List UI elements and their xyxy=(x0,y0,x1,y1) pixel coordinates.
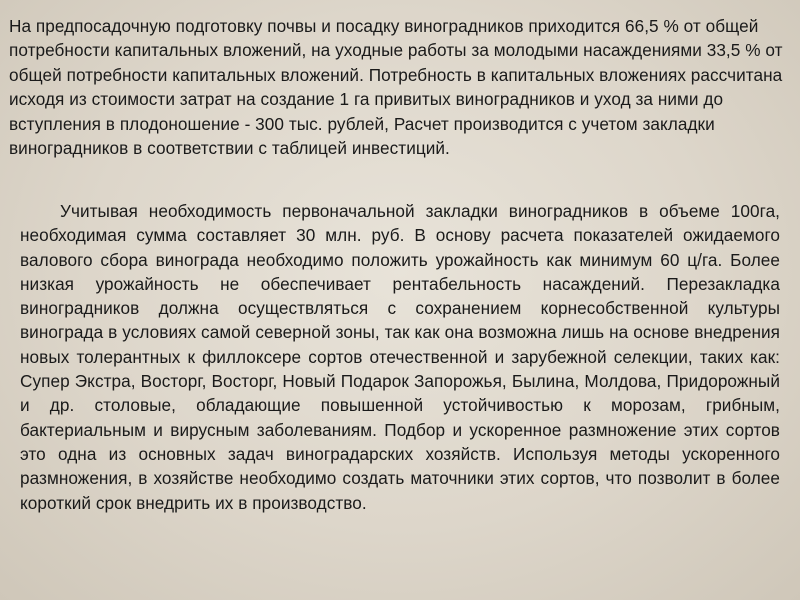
body-paragraph: Учитывая необходимость первоначальной закладки виноградников в объеме 100га, необходимая сумма составляет 30 млн. руб. В основу расчета показателей ожидаемого валового сбора винограда необходимо положить урожайность как минимум 60 ц/га. Более низкая урожайность не обеспечивает рентабельность насаждений. Перезакладка виноградников должна осуществляться с сохранением корнесобственной культуры винограда в условиях самой северной зоны, так как она возможна лишь на основе внедрения новых толерантных к филлоксере сортов отечественной и зарубежной селекции, таких как: Супер Экстра, Восторг, Восторг, Новый Подарок Запорожья, Былина, Молдова, Придорожный и др. столовые, обладающие повышенной устойчивостью к морозам, грибным, бактериальным и вирусным заболеваниям. Подбор и ускоренное размножение этих сортов это одна из основных задач виноградарских хозяйств. Используя методы ускоренного размножения, в хозяйстве необходимо создать маточники этих сортов, что позволит в более короткий срок внедрить их в производство. xyxy=(20,201,780,513)
intro-paragraph: На предпосадочную подготовку почвы и посадку виноградников приходится 66,5 % от общей потребности капитальных вложений, на уходные работы за молодыми насаждениями 33,5 % от общей потребности капитальных вложений. Потребность в капитальных вложениях рассчитана исходя из стоимости затрат на создание 1 га привитых виноградников и уход за ними до вступления в плодоношение - 300 тыс. рублей, Расчет производится с учетом закладки виноградников в соответствии с таблицей инвестиций. xyxy=(9,16,783,159)
